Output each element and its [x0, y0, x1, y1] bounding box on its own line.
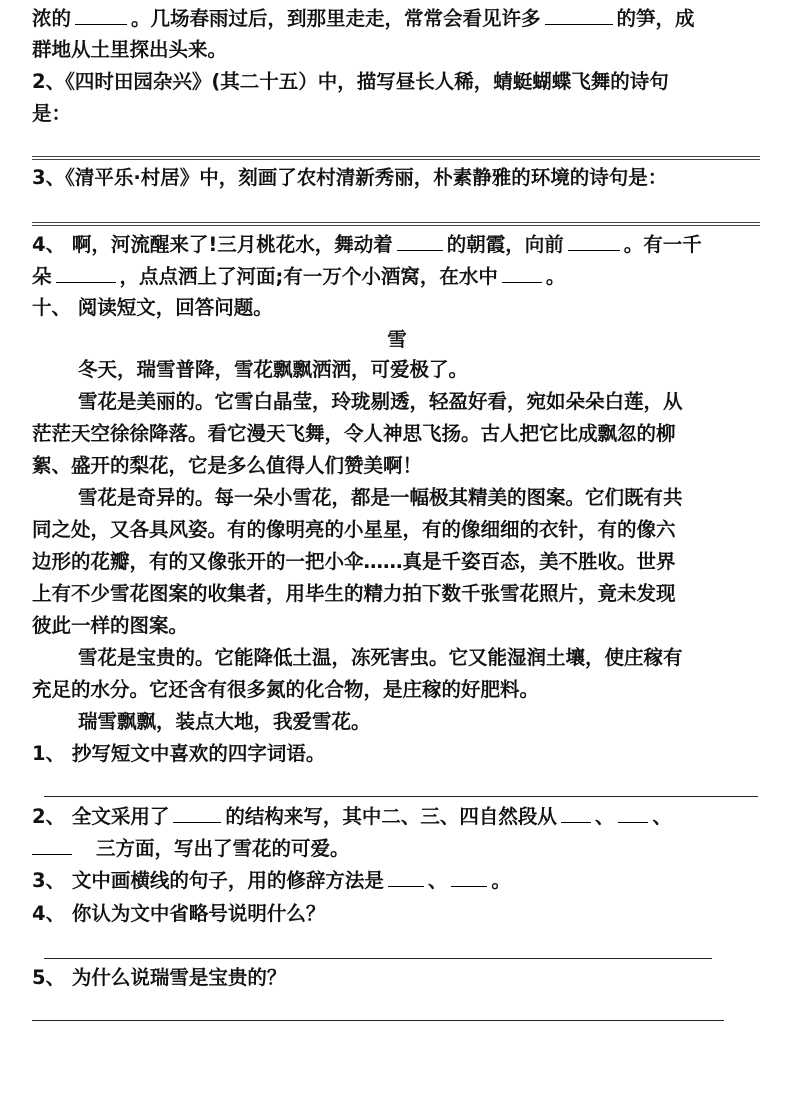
q2-answer-line[interactable] [32, 156, 760, 160]
q3-line1: 3、《清平乐·村居》中，刻画了农村清新秀丽，朴素静雅的环境的诗句是： [32, 166, 668, 189]
r5-answer-line[interactable] [32, 1020, 724, 1021]
q2-line2: 是： [32, 102, 72, 125]
passage-p4-l1: 雪花是宝贵的。它能降低土温，冻死害虫。它又能湿润土壤，使庄稼有 [78, 646, 683, 669]
q3-answer-line[interactable] [32, 222, 760, 226]
q1-blank-1[interactable] [75, 4, 127, 25]
q1-text-a: 浓的 [32, 7, 72, 30]
passage-p1: 冬天，瑞雪普降，雪花飘飘洒洒，可爱极了。 [78, 358, 469, 381]
q2-line1: 2、《四时田园杂兴》(其二十五）中，描写昼长人稀，蜻蜓蝴蝶飞舞的诗句 [32, 70, 669, 93]
q4-line2 [32, 262, 565, 291]
passage-p2-l2: 茫茫天空徐徐降落。看它漫天飞舞，令人神思飞扬。古人把它比成飘忽的柳 [32, 422, 676, 445]
q4-text-b: 的朝霞，向前 [446, 233, 564, 256]
r5-question: 5、 为什么说瑞雪是宝贵的？ [32, 966, 287, 989]
r2-line2 [32, 834, 350, 863]
r3-text-b: 、 [427, 869, 448, 892]
r2-text-d: 、 [652, 805, 672, 828]
q1-line1 [32, 4, 695, 33]
passage-p5: 瑞雪飘飘，装点大地，我爱雪花。 [78, 710, 371, 733]
q4-blank-1[interactable] [397, 230, 443, 251]
section-heading: 十、 阅读短文，回答问题。 [32, 296, 273, 319]
passage-p3-l3: 边形的花瓣，有的又像张开的一把小伞……真是千姿百态，美不胜收。世界 [32, 550, 676, 573]
r3-blank-2[interactable] [451, 866, 487, 887]
passage-p2-l3: 絮、盛开的梨花，它是多么值得人们赞美啊！ [32, 454, 423, 477]
q4-text-f: 。 [545, 265, 566, 288]
q1-blank-2[interactable] [545, 4, 613, 25]
passage-p3-l1: 雪花是奇异的。每一朵小雪花，都是一幅极其精美的图案。它们既有共 [78, 486, 683, 509]
r3-line [32, 866, 511, 895]
r4-question: 4、 你认为文中省略号说明什么？ [32, 902, 326, 925]
q1-line2: 群地从土里探出头来。 [32, 38, 228, 61]
passage-p3-l5: 彼此一样的图案。 [32, 614, 189, 637]
q1-text-b: 。几场春雨过后，到那里走走，常常会看见许多 [131, 7, 541, 30]
r4-answer-line[interactable] [44, 958, 712, 959]
q4-text-a: 4、 啊，河流醒来了!三月桃花水，舞动着 [32, 233, 393, 256]
passage-p3-l4: 上有不少雪花图案的收集者，用毕生的精力拍下数千张雪花照片，竟未发现 [32, 582, 676, 605]
passage-title: 雪 [387, 328, 407, 351]
r2-line1 [32, 802, 672, 831]
q1-text-c: 的笋，成 [616, 7, 695, 30]
q4-blank-4[interactable] [502, 262, 542, 283]
q4-text-d: 朵 [32, 265, 52, 288]
r1-answer-line[interactable] [44, 796, 758, 797]
q4-blank-3[interactable] [56, 262, 116, 283]
q4-blank-2[interactable] [568, 230, 620, 251]
passage-p4-l2: 充足的水分。它还含有很多氮的化合物，是庄稼的好肥料。 [32, 678, 540, 701]
passage-p2-l1: 雪花是美丽的。它雪白晶莹，玲珑剔透，轻盈好看，宛如朵朵白莲，从 [78, 390, 683, 413]
r3-text-c: 。 [491, 869, 511, 892]
r2-blank-1[interactable] [173, 802, 221, 823]
r3-text-a: 3、 文中画横线的句子，用的修辞方法是 [32, 869, 384, 892]
q4-text-c: 。有一千 [623, 233, 702, 256]
r2-blank-2[interactable] [561, 802, 591, 823]
r1-question: 1、 抄写短文中喜欢的四字词语。 [32, 742, 326, 765]
r2-text-c: 、 [594, 805, 615, 828]
r3-blank-1[interactable] [388, 866, 424, 887]
r2-blank-3[interactable] [618, 802, 648, 823]
r2-text-b: 的结构来写，其中二、三、四自然段从 [225, 805, 557, 828]
q4-text-e: ，点点洒上了河面;有一万个小酒窝，在水中 [119, 265, 498, 288]
q4-line1 [32, 230, 702, 259]
passage-p3-l2: 同之处，又各具风姿。有的像明亮的小星星，有的像细细的衣针，有的像六 [32, 518, 676, 541]
r2-text-e: 三方面，写出了雪花的可爱。 [96, 837, 350, 860]
r2-text-a: 2、 全文采用了 [32, 805, 170, 828]
r2-blank-4[interactable] [32, 834, 72, 855]
